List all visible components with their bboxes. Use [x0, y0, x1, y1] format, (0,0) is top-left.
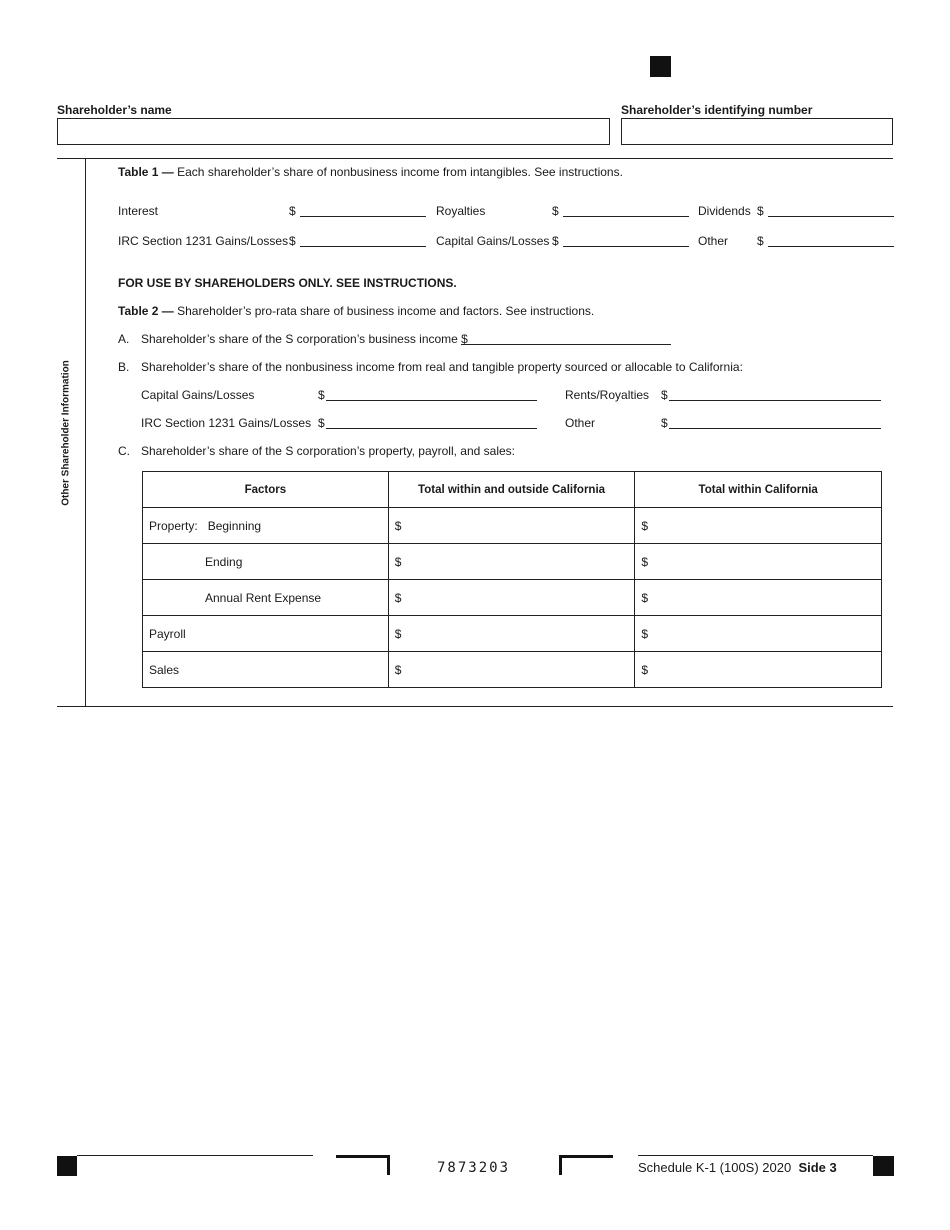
registration-mark-bottom-left: [57, 1156, 77, 1176]
other-input[interactable]: [768, 246, 894, 247]
capital-gains-label: Capital Gains/Losses: [436, 234, 550, 248]
interest-label: Interest: [118, 204, 159, 218]
item-c-letter: C.: [118, 444, 130, 458]
corner-mark-left: [336, 1155, 390, 1175]
b-irc1231-input[interactable]: [326, 428, 537, 429]
b-other-label: Other: [565, 416, 596, 430]
payroll-label: Payroll: [143, 616, 389, 652]
annual-rent-total-input[interactable]: $: [388, 580, 635, 616]
dividends-currency: $: [757, 204, 764, 218]
shareholder-name-field[interactable]: [57, 118, 610, 145]
table2-title-bold: Table 2 —: [118, 304, 174, 318]
table1-title: [118, 165, 623, 179]
table-row: [143, 508, 882, 544]
other-currency: $: [757, 234, 764, 248]
registration-mark-top: [650, 56, 671, 77]
registration-mark-bottom-right: [873, 1156, 894, 1176]
b-rents-label: Rents/Royalties: [565, 388, 650, 402]
b-other-currency: $: [661, 416, 668, 430]
annual-rent-label: Annual Rent Expense: [143, 580, 389, 616]
payroll-ca-input[interactable]: $: [635, 616, 882, 652]
form-footer-label: [638, 1160, 837, 1175]
capital-gains-input[interactable]: [563, 246, 689, 247]
footer-right-rule: [638, 1155, 873, 1156]
table-row: [143, 616, 882, 652]
item-a-text: Shareholder’s share of the S corporation’s business income $: [141, 332, 468, 346]
property-beginning-ca-input[interactable]: $: [635, 508, 882, 544]
table2-title-text: Shareholder’s pro-rata share of business income and factors. See instructions.: [173, 304, 595, 318]
b-capital-gains-label: Capital Gains/Losses: [141, 388, 255, 402]
form-side: Side 3: [798, 1160, 837, 1175]
sales-label: Sales: [143, 652, 389, 688]
factors-header-row: [143, 472, 882, 508]
payroll-total-input[interactable]: $: [388, 616, 635, 652]
b-rents-input[interactable]: [669, 400, 881, 401]
section-top-rule: [57, 158, 893, 159]
form-name: Schedule K-1 (100S) 2020: [638, 1160, 792, 1175]
sales-total-input[interactable]: $: [388, 652, 635, 688]
table1-title-text: Each shareholder’s share of nonbusiness income from intangibles. See instructions.: [173, 165, 623, 179]
irc1231-currency: $: [289, 234, 296, 248]
item-b-letter: B.: [118, 360, 130, 374]
factors-header: Factors: [143, 472, 389, 508]
total-inside-outside-header: Total within and outside California: [388, 472, 635, 508]
royalties-input[interactable]: [563, 216, 689, 217]
royalties-currency: $: [552, 204, 559, 218]
table-row: [143, 652, 882, 688]
item-b-text: Shareholder’s share of the nonbusiness income from real and tangible property sourced or allocable to California:: [141, 360, 743, 374]
capital-gains-currency: $: [552, 234, 559, 248]
sidebar-divider: [85, 158, 86, 706]
section-bottom-rule: [57, 706, 893, 707]
shareholder-id-label: Shareholder’s identifying number: [621, 103, 813, 117]
form-code: 7873203: [437, 1160, 511, 1176]
factors-table: [142, 471, 882, 688]
property-beginning-total-input[interactable]: $: [388, 508, 635, 544]
b-other-input[interactable]: [669, 428, 881, 429]
property-ending-label: Ending: [143, 544, 389, 580]
interest-input[interactable]: [300, 216, 426, 217]
shareholder-name-label: Shareholder’s name: [57, 103, 172, 117]
b-capital-gains-input[interactable]: [326, 400, 537, 401]
royalties-label: Royalties: [436, 204, 486, 218]
interest-currency: $: [289, 204, 296, 218]
shareholders-only-heading: FOR USE BY SHAREHOLDERS ONLY. SEE INSTRUCTIONS.: [118, 276, 457, 290]
table-row: [143, 580, 882, 616]
b-capital-gains-currency: $: [318, 388, 325, 402]
dividends-input[interactable]: [768, 216, 894, 217]
table2-title: [118, 304, 594, 318]
b-irc1231-currency: $: [318, 416, 325, 430]
total-california-header: Total within California: [635, 472, 882, 508]
sidebar-title: Other Shareholder Information: [60, 360, 72, 506]
other-label: Other: [698, 234, 729, 248]
b-irc1231-label: IRC Section 1231 Gains/Losses: [141, 416, 312, 430]
irc1231-input[interactable]: [300, 246, 426, 247]
dividends-label: Dividends: [698, 204, 751, 218]
footer-left-rule: [77, 1155, 313, 1156]
irc1231-label: IRC Section 1231 Gains/Losses: [118, 234, 289, 248]
table1-title-bold: Table 1 —: [118, 165, 174, 179]
property-ending-ca-input[interactable]: $: [635, 544, 882, 580]
business-income-input[interactable]: [461, 344, 671, 345]
property-prefix: Property:: [149, 518, 198, 533]
item-a-letter: A.: [118, 332, 130, 346]
b-rents-currency: $: [661, 388, 668, 402]
row-label: Beginning: [207, 518, 262, 533]
annual-rent-ca-input[interactable]: $: [635, 580, 882, 616]
table-row: [143, 544, 882, 580]
item-c-text: Shareholder’s share of the S corporation’s property, payroll, and sales:: [141, 444, 515, 458]
sales-ca-input[interactable]: $: [635, 652, 882, 688]
property-ending-total-input[interactable]: $: [388, 544, 635, 580]
shareholder-id-field[interactable]: [621, 118, 893, 145]
corner-mark-right: [559, 1155, 613, 1175]
property-beginning-label: [143, 508, 389, 544]
